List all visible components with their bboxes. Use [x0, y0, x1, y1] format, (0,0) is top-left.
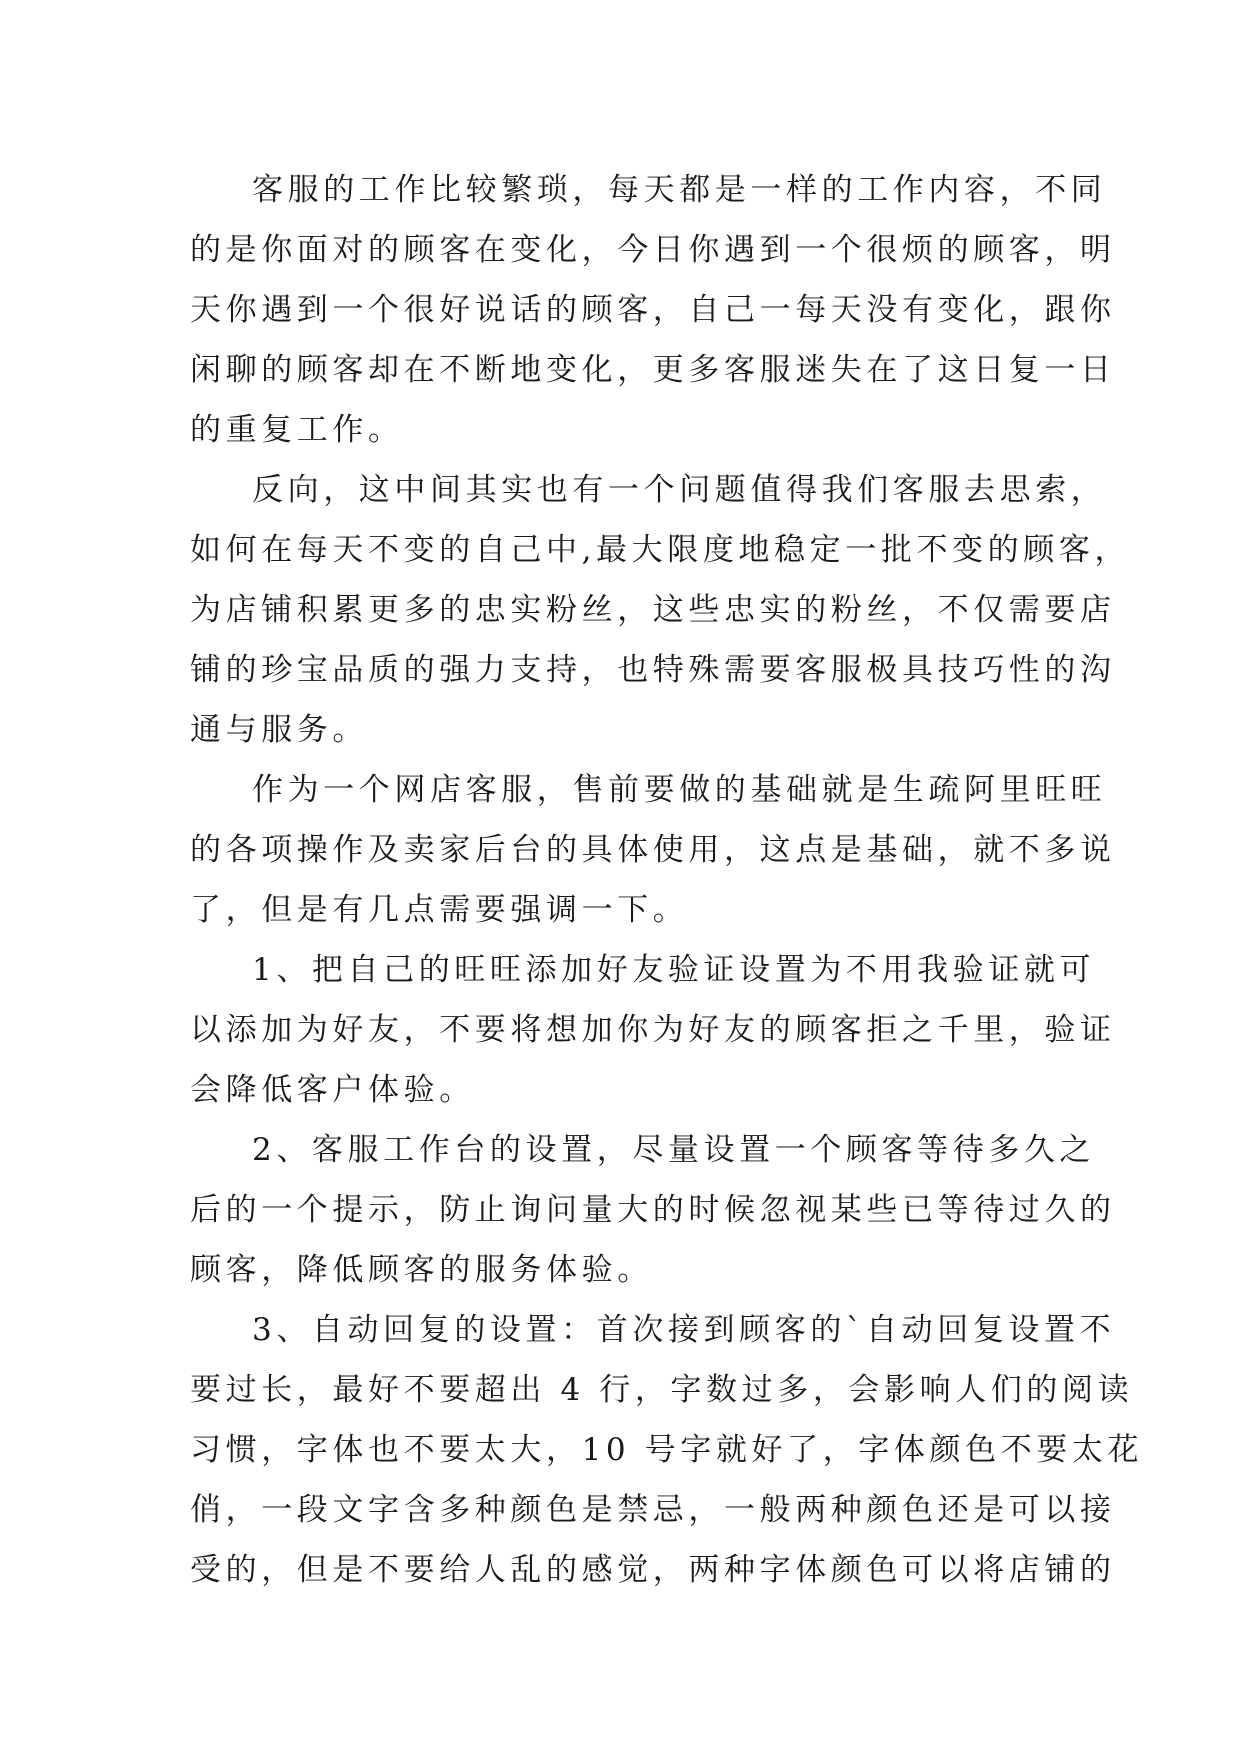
text-line: 顾客，降低顾客的服务体验。	[190, 1252, 653, 1288]
paragraph-3	[190, 760, 1116, 940]
text-line: 的重复工作。	[190, 412, 404, 448]
text-line: 通与服务。	[190, 712, 368, 748]
text-line: 要过长，最好不要超出 4 行，字数过多，会影响人们的阅读	[190, 1372, 1134, 1408]
text-line: 以添加为好友，不要将想加你为好友的顾客拒之千里，验证	[190, 1012, 1116, 1048]
text-line: 1、把自己的旺旺添加好友验证设置为不用我验证就可	[252, 952, 1096, 988]
text-line: 习惯，字体也不要太大，10 号字就好了，字体颜色不要太花	[190, 1432, 1144, 1468]
paragraph-6	[190, 1300, 1144, 1600]
paragraph-4	[190, 940, 1116, 1120]
text-line: 天你遇到一个很好说话的顾客，自己一每天没有变化，跟你	[190, 292, 1116, 328]
text-line: 的各项操作及卖家后台的具体使用，这点是基础，就不多说	[190, 832, 1116, 868]
text-line: 2、客服工作台的设置，尽量设置一个顾客等待多久之	[252, 1132, 1096, 1168]
text-line: 为店铺积累更多的忠实粉丝，这些忠实的粉丝，不仅需要店	[190, 592, 1116, 628]
text-line: 了，但是有几点需要强调一下。	[190, 892, 689, 928]
text-line: 闲聊的顾客却在不断地变化，更多客服迷失在了这日复一日	[190, 352, 1116, 388]
text-line: 铺的珍宝品质的强力支持，也特殊需要客服极具技巧性的沟	[190, 652, 1116, 688]
paragraph-2	[190, 460, 1131, 760]
text-line: 俏，一段文字含多种颜色是禁忌，一般两种颜色还是可以接	[190, 1492, 1116, 1528]
text-line: 3、自动回复的设置：首次接到顾客的`自动回复设置不	[252, 1312, 1116, 1348]
text-line: 反向，这中间其实也有一个问题值得我们客服去思索，	[252, 472, 1107, 508]
text-line: 作为一个网店客服，售前要做的基础就是生疏阿里旺旺	[252, 772, 1107, 808]
paragraph-5	[190, 1120, 1116, 1300]
text-line: 后的一个提示，防止询问量大的时候忽视某些已等待过久的	[190, 1192, 1116, 1228]
document-body	[190, 160, 1144, 1600]
text-line: 的是你面对的顾客在变化，今日你遇到一个很烦的顾客，明	[190, 232, 1116, 268]
text-line: 会降低客户体验。	[190, 1072, 475, 1108]
text-line: 如何在每天不变的自己中,最大限度地稳定一批不变的顾客，	[190, 532, 1131, 568]
text-line: 客服的工作比较繁琐，每天都是一样的工作内容，不同	[252, 172, 1107, 208]
paragraph-1	[190, 160, 1116, 460]
text-line: 受的，但是不要给人乱的感觉，两种字体颜色可以将店铺的	[190, 1552, 1116, 1588]
